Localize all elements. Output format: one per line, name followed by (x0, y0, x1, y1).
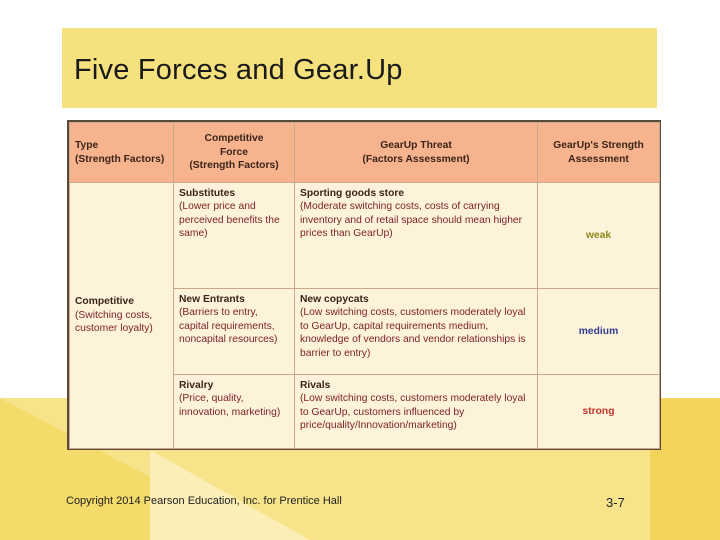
force-title: Rivalry (179, 380, 214, 391)
threat-title: New copycats (300, 294, 369, 305)
threat-detail: (Low switching costs, customers moderately loyal to GearUp, capital requirements medium, knowledge of vendors and vendor relationships is barrier to entry) (300, 307, 526, 359)
five-forces-table (67, 120, 661, 450)
type-title: Competitive (75, 296, 134, 308)
assessment-strong: strong (538, 375, 660, 449)
threat-detail: (Low switching costs, customers moderately loyal to GearUp, customers influenced by price/quality/Innovation/marketing) (300, 393, 526, 432)
header-threat-line1: GearUp Threat (380, 140, 452, 152)
force-detail: (Barriers to entry, capital requirements, noncapital resources) (179, 307, 278, 346)
header-threat (295, 123, 538, 183)
header-type-line2: (Strength Factors) (75, 153, 165, 165)
threat-cell (295, 289, 538, 375)
header-force-line3: (Strength Factors) (189, 160, 279, 172)
force-detail: (Price, quality, innovation, marketing) (179, 393, 281, 418)
header-assessment-line1: GearUp's Strength (553, 140, 644, 152)
header-type (70, 123, 174, 183)
force-cell (174, 289, 295, 375)
force-cell (174, 375, 295, 449)
header-competitive-force (174, 123, 295, 183)
threat-detail: (Moderate switching costs, costs of carrying inventory and of retail space should mean higher prices than GearUp) (300, 201, 523, 240)
force-cell (174, 183, 295, 289)
force-title: Substitutes (179, 188, 236, 199)
assessment-weak: weak (538, 183, 660, 289)
table-row (70, 183, 660, 289)
threat-cell (295, 183, 538, 289)
header-type-line1: Type (75, 140, 99, 152)
threat-cell (295, 375, 538, 449)
threat-title: Sporting goods store (300, 188, 405, 199)
type-cell (70, 183, 174, 449)
threat-title: Rivals (300, 380, 331, 391)
header-assessment (538, 123, 660, 183)
header-threat-line2: (Factors Assessment) (362, 153, 470, 165)
force-title: New Entrants (179, 294, 245, 305)
header-force-line1: Competitive (204, 133, 264, 145)
slide-title: Five Forces and Gear.Up (74, 54, 403, 86)
header-assessment-line2: Assessment (568, 153, 629, 165)
force-detail: (Lower price and perceived benefits the same) (179, 201, 280, 240)
header-force-line2: Force (219, 146, 249, 158)
copyright-text: Copyright 2014 Pearson Education, Inc. for Prentice Hall (66, 495, 342, 507)
assessment-medium: medium (538, 289, 660, 375)
type-detail: (Switching costs, customer loyalty) (75, 309, 153, 335)
slide-number: 3-7 (606, 495, 625, 510)
